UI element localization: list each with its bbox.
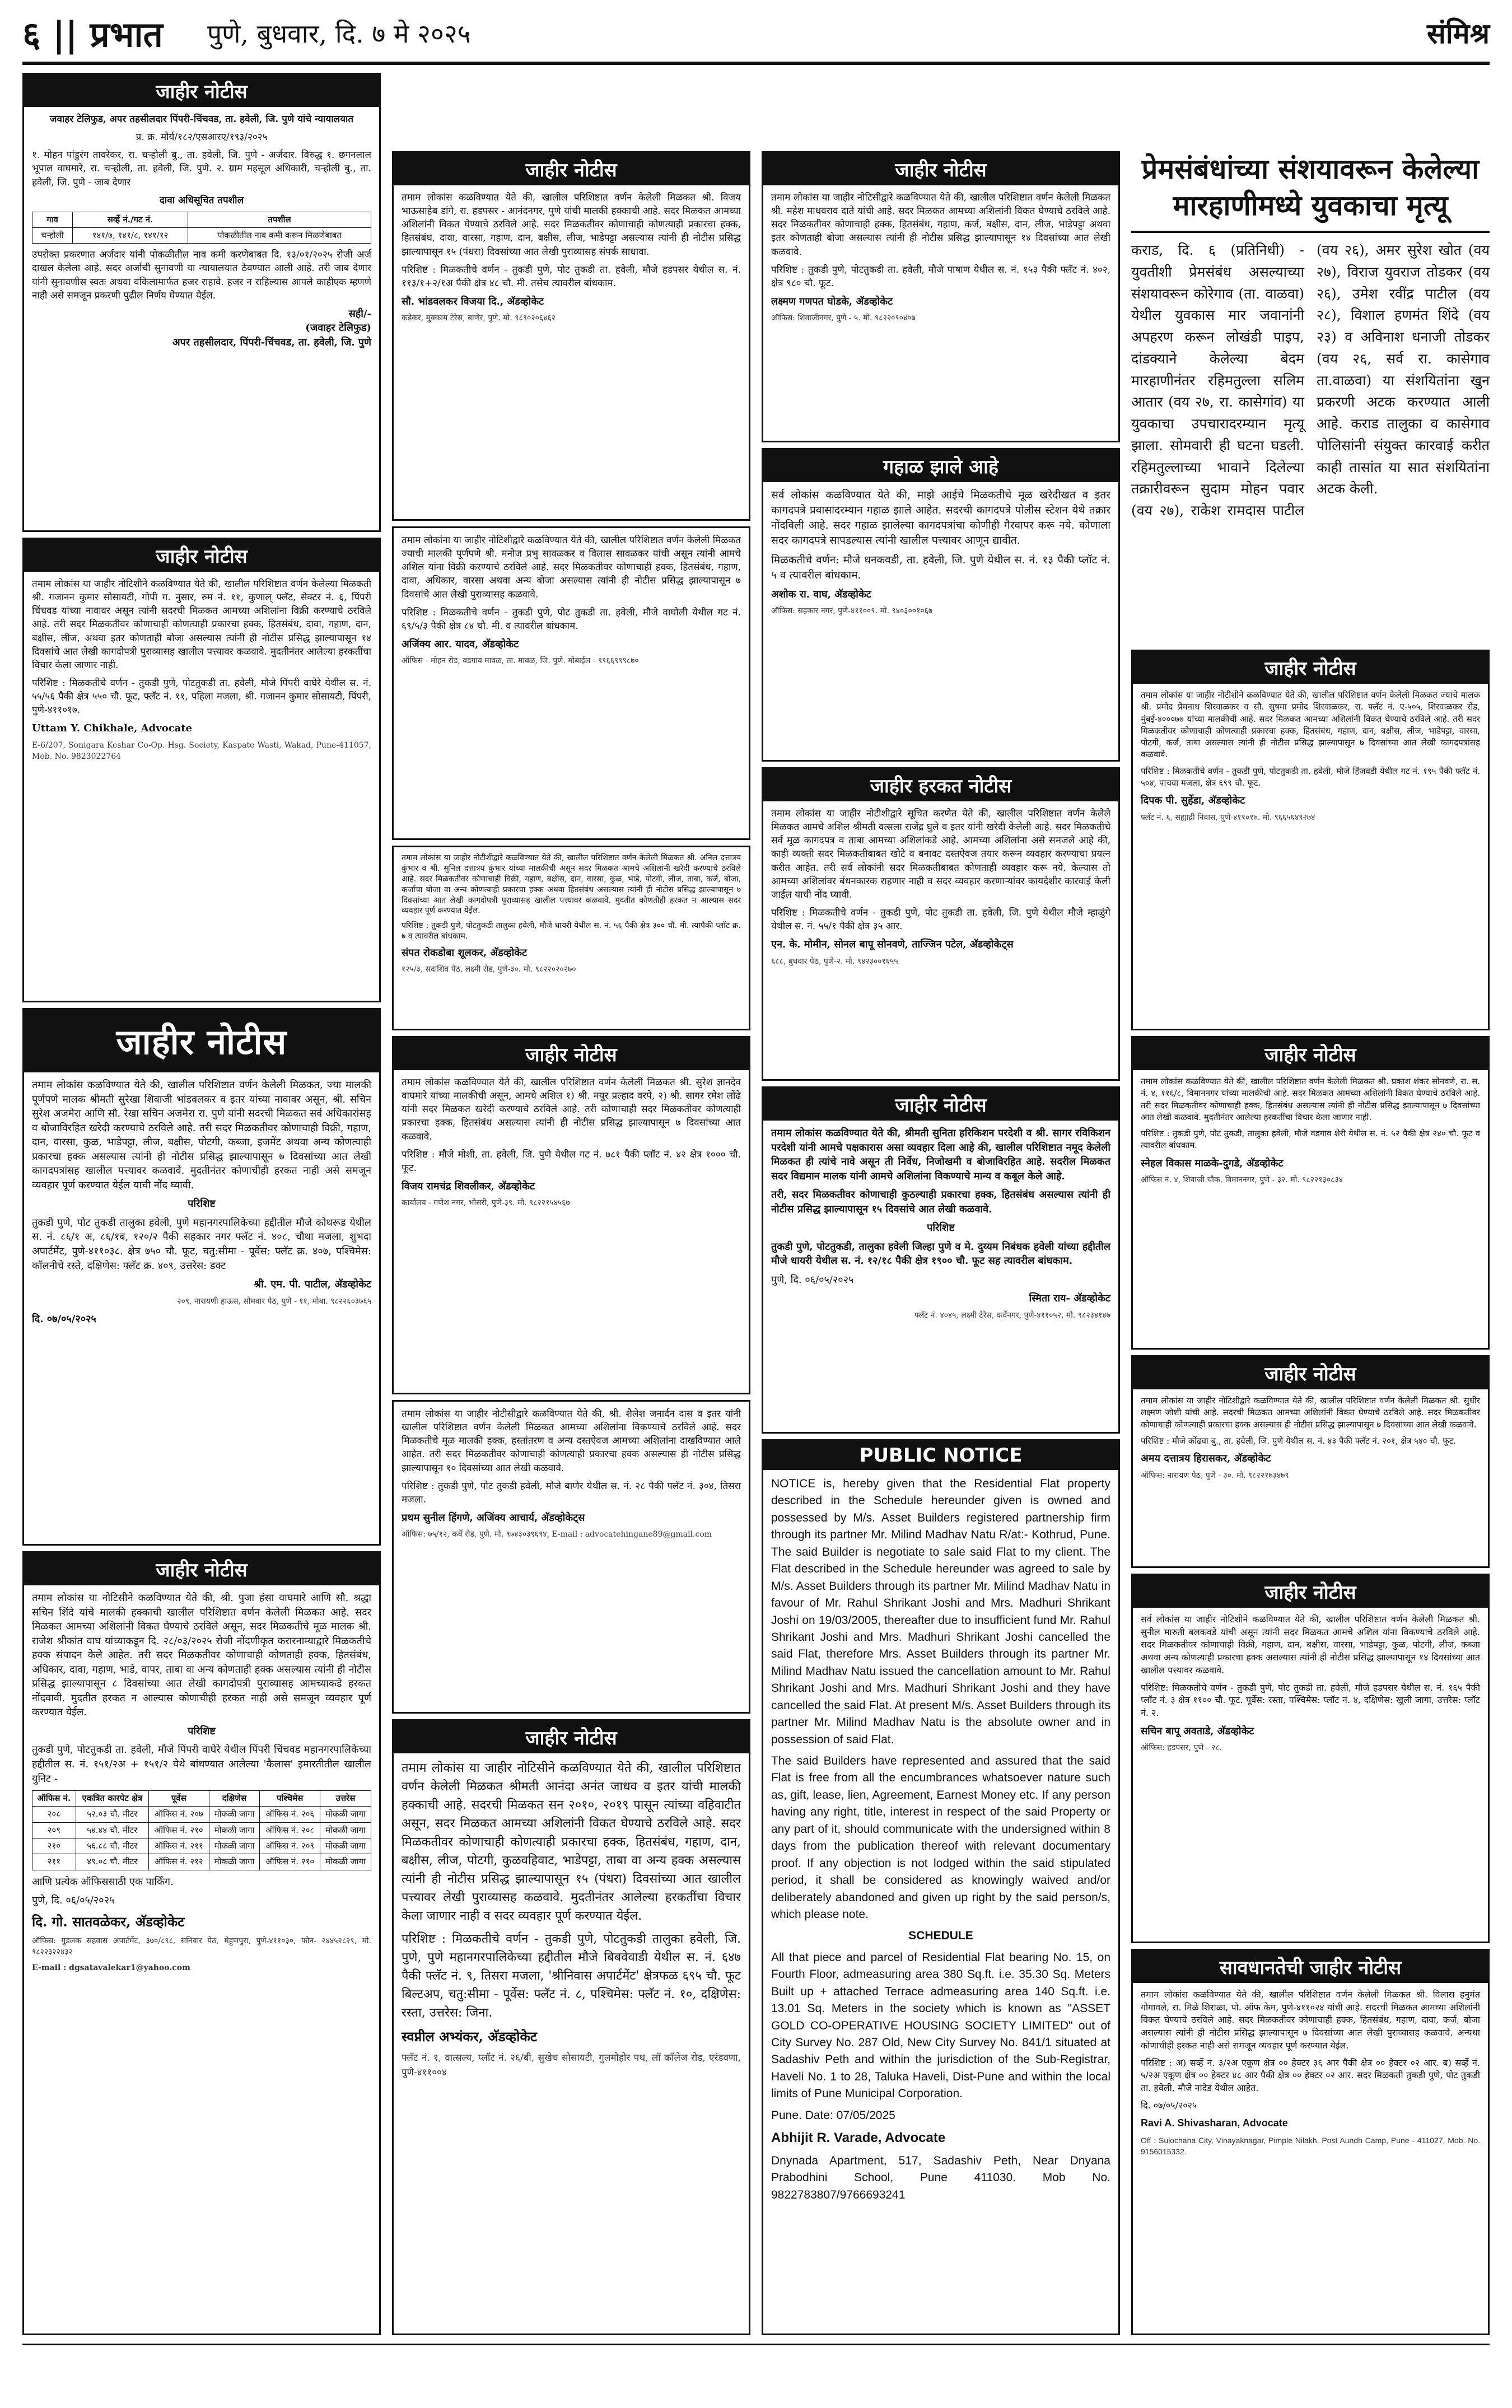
schedule: परिशिष्ट : मिळकतीचे वर्णन - तुकडी पुणे, पोटतुकडी ता. हवेली, मौजे पिंपरी वाघेरे येथील स. नं. ५५/५६ पैकी क्षेत्र ५५० चौ. फूट, फ्लॅट नं. ११, पहिला मजला, श्री. गजानन कुमार सोसायटी, पिंपरी, पुणे-४११०१७. — [32, 677, 371, 716]
notice-yadav — [392, 526, 750, 840]
notice-body: तमाम लोकांस कळविण्यात येते की, खालील परिशिष्टात वर्णन केलेली मिळकत श्री. विलास हनुमंत गोगावले, रा. मिळे शिराळा, पो. ऑफ केम, पुणे-४११०२४ यांची आहे. सदरची मिळकत आमच्या अशिलांनी विकत घेण्याचे ठरविले आहे. सदर मिळकतीवर कोणाचाही हक्क, हितसंबंध, गहाण, दावा, कर्ज, बोजा असल्यास त्यांनी ही नोटीस प्रसिद्ध झाल्यापासून ७ दिवसांच्या आत लेखी पुराव्यासह कळवावे. अन्यथा कोणाचीही हरकत नाही असे समजून व्यवहार पूर्ण करण्यात येईल. — [1141, 1989, 1480, 2051]
notice-body: उपरोक्त प्रकरणात अर्जदार यांनी पोकळीतील नाव कमी करणेबाबत दि. १३/०१/२०२५ रोजी अर्ज दाखल केलेला आहे. सदर अर्जाची सुनावणी या न्यायालयात ठेवण्यात आली आहे. तरी जाब देणार यांनी सुनावणीस स्वतः अथवा वकिलामार्फत हजर राहावे. हजर न राहिल्यास आपले काहीएक म्हणणे नाही असे समजून प्रकरणी पुढील निर्णय घेण्यात येईल. — [32, 249, 371, 301]
advocate-name: Abhijit R. Varade, Advocate — [771, 2130, 946, 2146]
notice-chikhale — [22, 538, 381, 1002]
schedule: परिशिष्ट : मिळकतीचे वर्णन - तुकडी पुणे, पोट तुकडी ता. हवेली, मौजे वाघोली येथील गट नं. ६९/५/३ पैकी क्षेत्र ८४ चौ. मी. व त्यावरील बांधकाम. — [402, 606, 741, 632]
section-title: संमिश्र — [1426, 17, 1490, 50]
footer-rule — [22, 2344, 1490, 2345]
parties: १. मोहन पांडुरंग तावरेकर, रा. चऱ्होली बु., ता. हवेली, जि. पुणे - अर्जदार. विरुद्ध १. छगनलाल भूपाल वाघमारे, रा. चऱ्होली, ता. हवेली, जि. पुणे. २. ग्राम महसूल अधिकारी, चऱ्होली बु., ता. हवेली, जि. पुणे - जाब देणार — [32, 150, 371, 188]
schedule: परिशिष्ट : तुकडी पुणे, पोट तुकडी हवेली, मौजे बाणेर येथील स. नं. २८ पैकी फ्लॅट नं. ३०४, तिसरा मजला. — [402, 1480, 741, 1505]
notice-body: तमाम लोकांस या नोटिसीने कळविण्यात येते की, श्री. पुजा हंसा वाघमारे आणि सौ. श्रद्धा सचिन शिंदे यांचे मालकी हक्काची खालील परिशिष्टात वर्णन केलेली मिळकत आहे. सदर मिळकत आमच्या अशिलांनी विकत घेण्याचे ठरविले असून, सदर मिळकतीचे मूळ मालक श्री. राजेश श्रीकांत वाघ यांच्याकडून दि. २८/०३/२०२५ रोजी नोंदणीकृत करारनाम्याद्वारे मिळकतीचे हक्क संपादन केले आहेत. तरी सदर मिळकतीवर कोणाचाही कोणताही हक्क, हितसंबंध, अधिकार, दावा, गहाण, भाडे, वापर, ताबा वा अन्य कोणताही हक्क असल्यास त्यांनी ही नोटीस प्रसिद्ध झाल्यापासून ८ दिवसांच्या आत लेखी कागदोपत्री पुराव्यासह आमच्याकडे हरकत नोंदवावी. मुदतीत हरकत न आल्यास कोणाचीही हरकत नाही असे समजून व्यवहार पूर्ण करण्यात येईल. — [32, 1592, 371, 1719]
notice-heading: जाहीर नोटीस — [24, 539, 379, 572]
notice-heading: गहाळ झाले आहे — [763, 450, 1118, 482]
advocate-name: दि. गो. सातवळेकर, अ‍ॅडव्होकेट — [32, 1913, 185, 1930]
advocate-name: अमय दत्तात्रय हिरासकर, अ‍ॅडव्होकेट — [1141, 1453, 1271, 1465]
notice-malke — [1131, 1036, 1490, 1350]
notice-body: तमाम लोकांस या जाहीर नोटीसीद्वारे कळविण्यात येते की, श्री. शैलेश जनार्दन दास व इतर यांनी खालील परिशिष्टात वर्णन केलेली मिळकत आमच्या अशिलांना विकण्याचे ठरविले आहे. सदर मिळकतीचे मूळ मालकी हक्क, हस्तांतरण व अन्य दस्तऐवज आमच्या अशिलांना दाखविण्यात आले आहेत. तरी सदर मिळकतीवर कोणाचाही कोणत्याही प्रकारचा हक्क असल्यास ही नोटीस प्रसिद्ध झाल्यापासून १० दिवसांच्या आत लेखी कळवावे. — [402, 1408, 741, 1474]
advocate-name: श्री. एम. पी. पाटील, अ‍ॅडव्होकेट — [254, 1278, 371, 1291]
advocate-address: फ्लॅट नं. १, वात्सल्य, प्लॉट नं. २६/बी, सुखेच सोसायटी, गुलमोहोर पथ, लॉ कॉलेज रोड, एरंडवणा, पुणे-४११००४ — [402, 2052, 741, 2078]
advocate-address: Off : Sulochana City, Vinayaknagar, Pimple Nilakh, Post Aundh Camp, Pune - 411027, Mob. No. 9156015332. — [1141, 2136, 1480, 2156]
notice-heading: जाहीर नोटीस — [763, 1088, 1118, 1121]
signature: सही/- (जवाहर टेलिफुड) अपर तहसीलदार, पिंपरी-चिंचवड, ता. हवेली, जि. पुणे — [172, 307, 371, 348]
notice-heading: जाहीर नोटीस — [763, 153, 1118, 185]
schedule-title: परिशिष्ट — [188, 1725, 216, 1737]
advocate-name: Uttam Y. Chikhale, Advocate — [32, 722, 193, 735]
advocate-address: ऑफिस: ७५/१२, कर्वे रोड, पुणे. मो. ९७४३०३९६९४, E-mail : advocatehingane89@gmail.com — [402, 1530, 712, 1539]
case-number: प्र. क्र. मौर्य/१८२/एसआरए/१९३/२०२५ — [136, 132, 268, 143]
table-tail: आणि प्रत्येक ऑफिससाठी एक पार्किंग. — [32, 1875, 174, 1888]
schedule: परिशिष्ट : अ) सर्व्हे नं. ३/२अ एकूण क्षेत्र ०० हेक्टर ३६ आर पैकी क्षेत्र ०० हेक्टर ०२ आर. ब) सर्व्हे नं. ५/२अ एकूण क्षेत्र ०० हेक्टर ४८ आर पैकी क्षेत्र ०० हेक्टर ०२ आर. सदर मिळकती तुकडी पुणे, पोट तुकडी ता. हवेली, मौजे नांदेड येथील आहेत. — [1141, 2057, 1480, 2094]
news-rule — [1131, 231, 1490, 233]
notice-date: पुणे, दि. ०६/०५/२०२५ — [32, 1894, 115, 1907]
schedule: परिशिष्ट : मिळकतीचे वर्णन - तुकडी पुणे, पोटतुकडी ता. हवेली, मौजे हिंजवडी येथील गट नं. १९५ पैकी फ्लॅट नं. ५०४, पाचवा मजला, क्षेत्र ६९९ चौ. फूट. — [1141, 766, 1480, 788]
masthead-rule — [22, 62, 1490, 65]
notice-heading: सावधानतेची जाहीर नोटीस — [1133, 1950, 1488, 1983]
notice-heading: जाहीर नोटीस — [1133, 1038, 1488, 1070]
advocate-address: २०९, नारायणी हाऊस, सोमवार पेठ, पुणे - ११, मोबा. ९८२२६०३७६५ — [177, 1296, 371, 1306]
notice-body: तमाम लोकांस या जाहीर नोटिसीद्वारे कळविण्यात येते की, खालील परिशिष्टात वर्णन केलेली मिळकत श्री. महेश माधवराव दाते यांची आहे. सदर मिळकत आमच्या अशिलांनी विकत घेण्याचे ठरविले आहे. सदर मिळकतीवर कोणाचाही हक्क, हितसंबंध, गहाण, कर्ज, बक्षीस, दान, लीज, भाडेपट्टा अथवा इतर कोणताही बोजा असल्यास त्यांनी ही नोटीस प्रसिद्ध झाल्यापासून १४ दिवसांच्या आत लेखी कळवावे. — [771, 192, 1110, 258]
notice-date: पुणे, दि. ०६/०५/२०२५ — [771, 1273, 854, 1286]
advocate-address: कडेकर, मुक्काम टेरेस, बाणेर, पुणे. मो. ९८९०२०६४६२ — [402, 314, 556, 323]
schedule: परिशिष्ट : मौजे कोंढवा बु., ता. हवेली, जि. पुणे येथील स. नं. ४३ पैकी फ्लॅट नं. २०१, क्षेत्र ५४० चौ. फूट. — [1141, 1435, 1457, 1446]
advocate-name: एन. के. मोमीन, सोनल बापू सोनवणे, ताज्जिन पटेल, अ‍ॅडव्होकेट्स — [771, 939, 1014, 951]
notice-heading: जाहीर नोटीस — [24, 1553, 379, 1585]
notice-shivasharan — [1131, 1949, 1490, 2335]
notice-body: तमाम लोकांस या जाहीर नोटीशीद्वारे सूचित करणेत येते की, खालील परिशिष्टात वर्णन केलेले मिळकत आमचे अशिल श्रीमती वत्सला राजेंद्र घुले व इतर यांनी खरेदी केलेली आहे. सदर मिळकतीचे सर्व मूळ कागदपत्र व ताबा आमच्या अशिलांकडे आहे. आमच्या अशिलांना असे समजले आहे की, काही व्यक्ती सदर मिळकतीबाबत खोटे व बनावट दस्तऐवज तयार करून व्यवहार करण्याचा प्रयत्न करीत आहेत. तरी सर्व लोकांनी सदर मिळकतीबाबत कोणताही व्यवहार करू नये. केल्यास तो आमच्या अशिलांवर बंधनकारक राहणार नाही व सदर व्यवहार करणाऱ्यांवर कायदेशीर कारवाई केली जाईल याची नोंद घ्यावी. — [771, 808, 1110, 900]
advocate-email: E-mail : dgsatavalekar1@yahoo.com — [32, 1963, 190, 1972]
notice-patil — [22, 1008, 381, 1546]
advocate-address: Dnynada Apartment, 517, Sadashiv Peth, Near Dnyana Prabodhini School, Pune 411030. Mob No. 9822783807/9766693241 — [771, 2154, 1110, 2201]
notice-body: तमाम लोकांस कळविण्यात येते की, खालील परिशिष्टात वर्णन केलेली मिळकत श्री. प्रकाश शंकर सोनवणे, रा. स. नं. ४, ११६/८, विमाननगर यांच्या मालकीची आहे. सदर मिळकत आमच्या अशिलांनी विकत घेण्याचे ठरविले आहे. तरी सदर मिळकतीवर कोणाचाही हक्क, हितसंबंध असल्यास त्यांनी ही नोटीस प्रसिद्ध झाल्यापासून ७ दिवसांच्या आत लेखी कळवावे. मुदतीनंतर आलेल्या हरकतींचा विचार केला जाणार नाही. — [1141, 1076, 1480, 1122]
advocate-name: लक्ष्मण गणपत घोडके, अ‍ॅडव्होकेट — [771, 295, 893, 307]
notice-surheda — [1131, 650, 1490, 1030]
schedule: परिशिष्ट : मिळकतीचे वर्णन - तुकडी पुणे, पोट तुकडी ता. हवेली, जि. पुणे येथील मौजे म्हाळुंगे येथील स. नं. ५५/१ पैकी क्षेत्र ३५ आर. — [771, 907, 1110, 932]
schedule: परिशिष्ट : मिळकतीचे वर्णन - तुकडी पुणे, पोटतुकडी तालुका हवेली, जि. पुणे, पुणे महानगरपालिकेच्या हद्दीतील मौजे बिबवेवाडी येथील स. नं. ६४७ पैकी फ्लॅट नं. ९, तिसरा मजला, 'श्रीनिवास अपार्टमेंट' क्षेत्रफळ ६९५ चौ. फूट बिल्टअप, चतु:सीमा - पूर्वेस: फ्लॅट नं. ८, पश्चिमेस: फ्लॅट नं. १०, दक्षिणेस: रस्ता, उत्तरेस: जिना. — [402, 1932, 741, 2020]
notice-body: तमाम लोकांस या जाहीर नोटीशीद्वारे कळविण्यात येते की, खालील परिशिष्टात वर्णन केलेली मिळकत श्री. अनिल दत्तात्रय कुंभार व श्री. सुनिल दत्तात्रय कुंभार यांच्या मालकीची असून सदर मिळकत आमचे अशिलांनी खरेदी करण्याचे ठरविले आहे. सदर मिळकतीवर कोणाचाही विक्री, गहाण, बक्षीस, दान, वारसा, कुळ, भाडे, पोटगी, लीज, ताबा, कर्ज, बोजा, कर्जाचा बोजा वा अन्य कोणत्याही प्रकारचा हक्क अथवा हितसंबंध असल्यास त्यांनी ही नोटीस प्रसिद्ध झाल्यापासून ७ दिवसांच्या आत लेखी कागदोपत्री पुराव्यासह खालील पत्त्यावर कळवावे. मुदतीत कोणतीही हरकत न आल्यास सदर व्यवहार पूर्ण करण्यात येईल. — [402, 853, 741, 916]
notice-heading: जाहीर नोटीस — [394, 1038, 749, 1070]
notice-awtade — [1131, 1574, 1490, 1943]
notice-body-2: तरी, सदर मिळकतीवर कोणाचाही कुठल्याही प्रकारचा हक्क, हितसंबंध असल्यास त्यांनी ही नोटीस प्रसिद्ध झाल्यापासून १५ दिवसांचे आत लेखी कळवावे. — [771, 1189, 1110, 1215]
schedule-title: परिशिष्ट — [927, 1222, 955, 1234]
advocate-name: स्वप्नील अभ्यंकर, अ‍ॅडव्होकेट — [402, 2028, 537, 2045]
notice-heading: जाहीर नोटीस — [1133, 1575, 1488, 1608]
table-row: २११ ४९.०८ चौ. मीटर ऑफिस नं. २१२ मोकळी जागा ऑफिस नं. २१० मोकळी जागा — [32, 1854, 371, 1870]
notice-table: गाव सर्व्हे नं./गट नं. तपशील चऱ्होली १४१/७, १४१/८, १४१/१२ पोकळीतील नाव कमी करून मिळणेबाबत — [32, 212, 371, 244]
advocate-name: विजय रामचंद्र शिवलीकर, अ‍ॅडव्होकेट — [402, 1180, 535, 1192]
notice-body: तमाम लोकांस या जाहीर नोटिशीने कळविण्यात येते की, खालील परिशिष्टात वर्णन केलेल्या मिळकती श्री. गजानन कुमार सोसायटी, गोपी ग. नुसार, रुम नं. ११, कुणाल् फ्लॅट, सेक्टर नं. ६, पिंपरी चिंचवड यांच्या नावावर असून त्यांनी सदरची मिळकत आमच्या अशिलांना विक्री करण्याचे ठरविले आहे. तरी सदर मिळकतीवर कोणाचाही कोणत्याही प्रकारचा हक्क, हितसंबंध, दावा, गहाण, दान, बक्षीस, लीज, अथवा इतर कोणताही बोजा असल्यास त्यांनी ही नोटीस प्रसिद्ध झाल्यापासून १४ दिवसांचे आत लेखी कागदोपत्री पुराव्यासह खालील पत्त्यावर कळवावे. मुदतीनंतर आलेल्या हरकतींचा विचार केला जाणार नाही. — [32, 578, 371, 671]
court-name: जवाहर टेलिफुड, अपर तहसीलदार पिंपरी-चिंचवड, ता. हवेली, जि. पुणे यांचे न्यायालयात — [49, 114, 354, 125]
table-title: दावा अधिसूचित तपशील — [159, 194, 244, 206]
advocate-address: १२५/३, सदाशिव पेठ, लक्ष्मी रोड, पुणे-३०. मो. ९८२२०२०२७० — [402, 965, 576, 974]
advocate-name: स्नेहल विकास माळके-दुगडे, अ‍ॅडव्होकेट — [1141, 1157, 1284, 1169]
advocate-address: ऑफिस: सहकार नगर, पुणे-४११००९. मो. ९४०३००१०६७ — [771, 606, 933, 616]
advocate-address: ६८८, बुधवार पेठ, पुणे-२. मो. ९४२३००१६५५ — [771, 956, 898, 966]
notice-heading: जाहीर नोटीस — [1133, 651, 1488, 684]
notice-satavalekar — [22, 1551, 381, 2335]
table-row: २०८ ५२.०३ चौ. मीटर ऑफिस नं. २०७ मोकळी जागा ऑफिस नं. २०६ मोकळी जागा — [32, 1807, 371, 1822]
advocate-address: ऑफिस - मोहन रोड, वडगाव मावळ, ता. मावळ, जि. पुणे. मोबाईल - ९९६६९९९८७० — [402, 656, 639, 666]
public-notice — [762, 1439, 1120, 2335]
advocate-name: दिपक पी. सुर्हेडा, अ‍ॅडव्होकेट — [1141, 795, 1245, 807]
news-body: कराड, दि. ६ (प्रतिनिधी) - युवतीशी प्रेमसंबंध असल्याच्या संशयावरून कोरेगाव (ता. वाळवा) येथील युवकास मार जवानांनी अपहरण करून लोखंडी पाइप, दांडक्याने केलेल्या बेदम मारहाणीनंतर रहिमतुल्ला सलिम आतार (वय २७, रा. कासेगांव) या युवकाचा उपचारादरम्यान मृत्यू झाला. सोमवारी ही घटना घडली. रहिमतुल्लाच्या भावाने दिलेल्या तक्रारीवरून सुदाम मोहन पवार (वय २७), राकेश रामदास पाटील (वय २६), अमर सुरेश खोत (वय २७), विराज युवराज तोडकर (वय २६), उमेश रवींद्र पाटील (वय २८), विशाल हणमंत शिंदे (वय २३) व अविनाश धनाजी तोडकर (वय २६, सर्व रा. कासेगाव ता.वाळवा) या संशयितांना खुन प्रकरणी अटक करण्यात आली आहे. कराड तालुका व कासेगाव पोलिसांनी संयुक्त कारवाई करीत काही तासांत या सात संशयितांना अटक केली. — [1131, 242, 1490, 519]
advocate-name: सौ. भांडवलकर विजया दि., अ‍ॅडव्होकेट — [402, 295, 544, 307]
schedule-title: SCHEDULE — [908, 1929, 973, 1943]
notice-body: तमाम लोकांस कळविण्यात येते की, खालील परिशिष्टात वर्णन केलेली मिळकत, ज्या मालकी पूर्णपणे मालक श्रीमती सुरेखा शिवाजी भांडवलकर व इतर यांच्या नावावर असून, श्री. सचिन सुरेश अजमेरा आणि सौ. रेखा सचिन अजमेरा रा. पुणे यांनी सदरची मिळकत सर्व अधिकारांसह व बोजाविरहित खरेदी करण्याचे ठरविले आहे. तरी सदर मिळकतीवर कोणाचाही विक्री, गहाण, दान, वारसा, कुळ, भाडेपट्टा, लीज, बक्षीस, पोटगी, कब्जा, इजमेंट अथवा अन्य कोणत्याही प्रकारचा हक्क असल्यास त्यांनी ही नोटीस प्रसिद्ध झाल्यापासून ७ दिवसांच्या आत लेखी कागदपत्रांसह खालील पत्त्यावर कळवावे. मुदतीनंतर कोणाचीही हरकत नाही असे समजून व्यवहार पूर्ण करण्यात येईल याची नोंद घ्यावी. — [32, 1079, 371, 1191]
notice-body: तमाम लोकांस या जाहीर नोटीशीने कळविण्यात येते की, खालील परिशिष्टात वर्णन केलेली मिळकत ज्याचे मालक श्री. प्रमोद प्रेमनाथ शिरवाळकर व सौ. सुषमा प्रमोद शिरवाळकर, रा. फ्लॅट नं. ए-५०५, शिरवाळकर रोड, मुंबई-४०००७७ यांच्या मालकीची आहे. सदर मिळकत आमच्या अशिलांनी विकत घेण्याचे ठरविले आहे. तरी सदर मिळकतीवर कोणाचाही कोणत्याही प्रकारचा हक्क, हितसंबंध, गहाण, दान, बक्षीस, लीज, भाडेपट्टा, वारसा, पोटगी, कर्ज, ताबा असल्यास त्यांनी ही नोटीस प्रसिद्ध झाल्यापासून ७ दिवसांच्या आत लेखी कागदपत्रांसह कळवावे. — [1141, 690, 1480, 760]
news-headline: प्रेमसंबंधांच्या संशयावरून केलेल्या मारहाणीमध्ये युवकाचा मृत्यू — [1141, 153, 1480, 222]
notice-shivlikar — [392, 1036, 750, 1394]
advocate-address: ऑफिस: गुडलक सहवास अपार्टमेंट, ३७०/८९८, सनिवार पेठ, मेहुणपुरा, पुणे-४११०३०, फोन- २४४५२८२९, मो. ९८२२३२२४३२ — [32, 1936, 371, 1957]
page-number: ६ || प्रभात — [22, 14, 163, 55]
schedule: मिळकतीचे वर्णन: मौजे धनकवडी, ता. हवेली, जि. पुणे येथील स. नं. १३ पैकी प्लॉट नं. ५ व त्यावरील बांधकाम. — [771, 553, 1110, 581]
notice-heading: जाहीर नोटीस — [394, 153, 749, 185]
notice-body: तमाम लोकांस या जाहीर नोटिसीने कळविण्यात येते की, खालील परिशिष्टात वर्णन केलेली मिळकत श्रीमती आनंदा अनंत जाधव व इतर यांची मालकी हक्काची आहे. सदरची मिळकत सन २०१०, २०१९ पासून त्यांच्या वहिवाटीत असून, सदर मिळकत आमच्या अशिलांनी विकत घेण्याचे ठरविले आहे. सदर मिळकतीवर कोणाचाही कोणत्याही प्रकारचा हक्क, हितसंबंध, गहाण, दान, बक्षीस, लीज, पोटगी, कुळवहिवाट, भाडेपट्टा, ताबा वा अन्य हक्क असल्यास त्यांनी ही नोटीस प्रसिद्ध झाल्यापासून १५ (पंधरा) दिवसांच्या आत खालील पत्त्यावर लेखी पुराव्यासह कळवावे. मुदतीनंतर आलेल्या हरकतींचा विचार केला जाणार नाही व सदर व्यवहार पूर्ण करण्यात येईल. — [402, 1761, 741, 1923]
schedule: तुकडी पुणे, पोटतुकडी ता. हवेली, मौजे पिंपरी वाघेरे येथील पिंपरी चिंचवड महानगरपालिकेच्या हद्दीतील स. नं. १५१/२अ + १५१/२ येथे बांधण्यात आलेल्या 'कैलास' इमारतीतील खालील युनिट - — [32, 1744, 371, 1785]
notice-tahsildar — [22, 73, 381, 532]
notice-date: Pune. Date: 07/05/2025 — [771, 2108, 895, 2122]
office-table: ऑफिस नं. एकत्रित कारपेट क्षेत्र पूर्वेस दक्षिणेस पश्चिमेस उत्तरेस २०८ ५२.०३ चौ. मीटर ऑफिस नं. २०७ मोकळी जागा ऑफिस नं. २०६ मोकळी जागा २०९ ५४.४४ चौ. मीटर ऑफिस नं. २१० मोकळी जागा ऑफिस नं. २०८ मोकळी जागा २१० ५६.८८ चौ. मीटर ऑफिस नं. २११ मोकळी जागा ऑफिस नं. २०९ मोकळी जागा २११ ४९.०८ चौ. मीटर ऑफिस नं. २१२ मोकळी जागा ऑफिस नं. २१० मोकळी जागा — [32, 1790, 371, 1870]
notice-heading: PUBLIC NOTICE — [763, 1441, 1118, 1470]
notice-body: NOTICE is, hereby given that the Residential Flat property described in the Schedule hereunder given is owned and possessed by M/s. Asset Builders registered partnership firm through its partner Mr. Milind Madhav Natu R/at:- Kothrud, Pune. The said Builder is negotiate to sale said Flat to my client. The Flat described in the Schedule hereunder was agreed to sale by M/s. Asset Builders through its partner Mr. Milind Madhav Natu in favour of Mr. Rahul Shrikant Joshi and Mrs. Madhuri Shrikant Joshi on 19/03/2005, thereafter due to insufficient fund Mr. Rahul Shrikant Joshi and Mrs. Madhuri Shrikant Joshi cancelled the said Flat, therefore Mrs. Asset Builders through its partner Mr. Milind Madhav Natu issued the cancellation amount to Mr. Rahul Shrikant Joshi and Mrs. Madhuri Shrikant Joshi and they have cancelled the said Flat. At present M/s. Asset Builders through its partner Mr. Milind Madhav Natu is the absolute owner and in possession of said Flat. — [771, 1477, 1110, 1746]
masthead — [22, 10, 1490, 60]
notice-heading: जाहीर नोटीस — [24, 74, 379, 107]
news-story — [1131, 151, 1490, 644]
advocate-name: Ravi A. Shivasharan, Advocate — [1141, 2117, 1288, 2129]
schedule: परिशिष्ट : मिळकतीचे वर्णन - तुकडी पुणे, पोट तुकडी ता. हवेली, मौजे हडपसर येथील स. नं. ११३/१+२/१अ पैकी क्षेत्र ४८ चौ. मी. तसेच त्यावरील बांधकाम. — [402, 264, 741, 289]
advocate-name: सचिन बापू अवताडे, अ‍ॅडव्होकेट — [1141, 1725, 1254, 1737]
notice-body: तमाम लोकांस कळविण्यात येते की, श्रीमती सुनिता हरिकिशन परदेशी व श्री. सागर रविकिशन परदेशी यांनी आमचे पक्षकारास असा व्यवहार दिला आहे की, खालील परिशिष्टात नमूद केलेली मिळकत ही त्यांचे नावे असून ती निर्वेध, निजोखमी व बोजाविरहित आहे. सदरील मिळकत सदर विद्यमान मालक यांनी आमचे अशिलांना विकण्याचे मान्य व कबूल केले आहे. — [771, 1127, 1110, 1182]
notice-hingane — [392, 1400, 750, 1714]
notice-body: सर्व लोकांस कळविण्यात येते की, माझे आईचे मिळकतीचे मूळ खरेदीखत व इतर कागदपत्रे प्रवासादरम्यान गहाळ झाले आहेत. सदरची कागदपत्रे पोलीस स्टेशन येथे तक्रार नोंदविली आहे. सदर गहाळ झालेल्या कागदपत्रांचा कोणीही गैरवापर करू नये. कोणाला सदर कागदपत्रे सापडल्यास त्यांनी खालील पत्त्यावर आणून द्यावीत. — [771, 489, 1110, 547]
notice-body: तमाम लोकांस या जाहीर नोटिशीद्वारे कळविण्यात येते की, खालील परिशिष्टात वर्णन केलेली मिळकत श्री. सुधीर लक्ष्मण जोशी यांची आहे. सदरची मिळकत आमच्या अशिलांनी विकत घेण्याचे ठरविले आहे. सदर मिळकतीवर कोणाचाही कोणत्याही प्रकारचा हक्क असल्यास ही नोटीस प्रसिद्ध झाल्यापासून ७ दिवसांच्या आत लेखी कळवावे. — [1141, 1396, 1480, 1430]
schedule: तुकडी पुणे, पोट तुकडी तालुका हवेली, पुणे महानगरपालिकेच्या हद्दीतील मौजे कोथरूड येथील स. नं. ८६/१ अ, ८६/१ब, १२०/२ पैकी सहकार नगर फ्लॅट नं. ४०८, चौथा मजला, शुभदा अपार्टमेंट, पुणे-४११०३८. क्षेत्र ७५० चौ. फूट, चतु:सीमा - पूर्वेस: फ्लॅट क्र. ४०७, पश्चिमेस: कॉलनीचे रस्ते, दक्षिणेस: फ्लॅट क्र. ४०९, उत्तरेस: डक्ट — [32, 1216, 371, 1272]
dateline: पुणे, बुधवार, दि. ७ मे २०२५ — [207, 18, 471, 49]
schedule: परिशिष्ट : तुकडी पुणे, पोट तुकडी, तालुका हवेली, मौजे वडगाव शेरी येथील स. नं. ५२ पैकी क्षेत्र २४० चौ. फूट व त्यावरील बांधकाम. — [1141, 1128, 1480, 1151]
notice-hiraskar — [1131, 1355, 1490, 1568]
notice-body: तमाम लोकांस कळविण्यात येते की, खालील परिशिष्टात वर्णन केलेली मिळकत श्री. सुरेश ज्ञानदेव वाघमारे यांच्या मालकीची असून, आमचे अशिल १) श्री. मयूर प्रल्हाद वरपे, २) श्री. सागर रमेश लोंढे यांनी सदर मिळकत खरेदी करण्याचे ठरविले आहे. तरी कोणाचाही सदर मिळकतीवर कोणत्याही प्रकारचा हक्क, हितसंबंध असल्यास त्यांनी ही नोटीस प्रसिद्ध झाल्यापासून ७ दिवसांच्या आत कळवावे. — [402, 1077, 741, 1142]
notice-lost — [762, 448, 1120, 762]
advocate-address: ऑफिस: हडपसर, पुणे - २८. — [1141, 1743, 1222, 1753]
advocate-address: E-6/207, Sonigara Keshar Co-Op. Hsg. Society, Kaspate Wasti, Wakad, Pune-411057, Mob. No. 9823022764 — [32, 740, 371, 761]
notice-heading: जाहीर हरकत नोटीस — [763, 769, 1118, 801]
notice-body: सर्व लोकांस या जाहीर नोटिशीने कळविण्यात येते की, खालील परिशिष्टात वर्णन केलेली मिळकत श्री. सुनील मारुती बलकवडे यांची असून त्यांनी सदर मिळकत आमचे अशिल यांना विकण्याचे ठरविले आहे. सदर मिळकतीवर कोणाचाही विक्री, गहाण, दान, बक्षीस, वारसा, भाडेपट्टा, कुळ, पोटगी, लीज, कब्जा अथवा अन्य कोणत्याही प्रकारचा हक्क असल्यास त्यांनी ही नोटीस प्रसिद्ध झाल्यापासून १४ दिवसांच्या आत खालील पत्त्यावर कळवावे. — [1141, 1614, 1480, 1676]
notice-rai — [762, 1086, 1120, 1434]
notice-bhandvalkar — [392, 151, 750, 521]
advocate-address: फ्लॅट नं. ६, सह्याद्री निवास, पुणे-४११०१७. मो. ९६६५६४९२७४ — [1141, 813, 1315, 822]
schedule: तुकडी पुणे, पोटतुकडी, तालुका हवेली जिल्हा पुणे व मे. दुय्यम निबंधक हवेली यांच्या हद्दीतील मौजे धायरी येथील स. नं. १२/१८ पैकी क्षेत्र १९०० चौ. फूट सह त्यावरील बांधकाम. — [771, 1240, 1110, 1267]
notice-heading: जाहीर नोटीस — [1133, 1357, 1488, 1389]
advocate-address: फ्लॅट नं. ४०४५, लक्ष्मी टेरेस, कर्वेनगर, पुणे-४११०५२, मो. ९८२३४१४७ — [914, 1311, 1110, 1320]
advocate-name: संपत रोकडोबा शूलकर, अ‍ॅडव्होकेट — [402, 947, 528, 959]
table-row: २०९ ५४.४४ चौ. मीटर ऑफिस नं. २१० मोकळी जागा ऑफिस नं. २०८ मोकळी जागा — [32, 1822, 371, 1838]
notice-ghodke — [762, 151, 1120, 442]
advocate-address: ऑफिस: नारायण पेठ, पुणे - ३०. मो. ९८२२१७३४७९ — [1141, 1471, 1289, 1480]
notice-shulkar — [392, 846, 750, 1030]
advocate-name: स्मिता राय- अ‍ॅडव्होकेट — [1029, 1292, 1110, 1305]
schedule-title: परिशिष्ट — [188, 1198, 216, 1210]
notice-body-2: The said Builders have represented and assured that the said Flat is free from all the encumbrances whatsoever nature such as, gift, lease, lien, Agreement, Earnest Money etc. If any person having any right, title, interest in respect of the said Property or any part of it, should communicate with the undersigned within 8 days from the publication thereof with relevant documentary proof. If any objection is not lodged within the said stipulated period, it shall be considered as knowingly waived and/or deliberately abandoned and given up right by the said person/s, which please note. — [771, 1754, 1110, 1921]
notice-body: तमाम लोकांस कळविण्यात येते की, खालील परिशिष्टात वर्णन केलेली मिळकत श्री. विजय भाऊसाहेब डांगे, रा. हडपसर - आनंदनगर, पुणे यांची मालकी हक्काची आहे. सदर मिळकत आमच्या अशिलांनी विकत घेण्याचे ठरविले आहे. सदर मिळकतीवर कोणाचाही कोणत्याही प्रकारचा हक्क, हितसंबंध, दावा, वारसा, गहाण, दान, बक्षीस, लीज, भाडेपट्टा असल्यास त्यांनी ही नोटीस प्रसिद्ध झाल्यापासून १५ (पंधरा) दिवसांच्या आत लेखी पुराव्यासह संपर्क साधावा. — [402, 192, 741, 258]
notice-heading: जाहीर नोटीस — [24, 1010, 379, 1072]
schedule: All that piece and parcel of Residential Flat bearing No. 15, on Fourth Floor, admeasuring area 380 Sq.ft. i.e. 35.30 Sq. Meters Built up + attached Terrace admeasuring area 140 Sq.ft. i.e. 13.01 Sq. Meters in the society which is known as "ASSET GOLD CO-OPERATIVE HOUSING SOCIETY LIMITED" out of City Survey No. 287 Old, New City Survey No. 841/1 situated at Sadashiv Peth and within the jurisdiction of the Sub-Registrar, Haveli No. 1 to 28, Taluka Haveli, Dist-Pune and within the local limits of Pune Municipal Corporation. — [771, 1950, 1110, 2101]
advocate-address: ऑफिस नं. ४, शिवाजी चौक, विमाननगर, पुणे - ३२. मो. ९८२२१३०८३४ — [1141, 1175, 1343, 1185]
schedule: परिशिष्ट : मौजे मोशी, ता. हवेली, जि. पुणे येथील गट नं. ७८१ पैकी प्लॉट नं. ४२ क्षेत्र १००० चौ. फूट. — [402, 1149, 741, 1174]
advocate-address: कार्यालय - गणेश नगर, भोसरी, पुणे-३९. मो. ९८२२१५४५६७ — [402, 1198, 570, 1208]
notice-objection — [762, 767, 1120, 1081]
schedule: परिशिष्ट : तुकडी पुणे, पोटतुकडी तालुका हवेली, मौजे धायरी येथील स. नं. ५६ पैकी क्षेत्र ३०० चौ. मी. त्यापैकी प्लॉट क्र. ७ व त्यावरील बांधकाम. — [402, 921, 741, 941]
advocate-name: अजिंक्य आर. यादव, अ‍ॅडव्होकेट — [402, 638, 519, 650]
advocate-name: प्रथम सुनील हिंगणे, अजिंक्य आचार्य, अ‍ॅडव्होकेट्स — [402, 1511, 585, 1524]
notice-abhyankar — [392, 1719, 750, 2335]
table-row: २१० ५६.८८ चौ. मीटर ऑफिस नं. २११ मोकळी जागा ऑफिस नं. २०९ मोकळी जागा — [32, 1838, 371, 1854]
schedule: परिशिष्ट : तुकडी पुणे, पोटतुकडी ता. हवेली, मौजे पाषाण येथील स. नं. १५३ पैकी फ्लॅट नं. ४०२, क्षेत्र ९८० चौ. फूट. — [771, 264, 1110, 289]
notice-date: दि. ०७/०५/२०२५ — [1141, 2099, 1197, 2111]
notice-date: दि. ०७/०५/२०२५ — [32, 1313, 96, 1325]
advocate-address: ऑफिस: शिवाजीनगर, पुणे - ५. मो. ९८२२०९०४०७ — [771, 314, 916, 323]
advocate-name: अशोक रा. वाघ, अ‍ॅडव्होकेट — [771, 588, 871, 600]
notice-body: तमाम लोकांना या जाहीर नोटिशीद्वारे कळविण्यात येते की, खालील परिशिष्टात वर्णन केलेली मिळकत ज्याची मालकी पूर्णपणे श्री. मनोज प्रभु सावळकर व विलास सावळकर यांची असून त्यांनी आमचे अशिल यांना विक्री करण्याचे ठरविले आहे. सदर मिळकतीवर कोणाचाही हक्क, हितसंबंध, गहाण, दावा, अधिकार, वारसा अथवा अन्य बोजा असल्यास त्यांनी ही नोटीस प्रसिद्ध झाल्यापासून ७ दिवसांचे आत लेखी पुराव्यासह कळवावे. — [402, 535, 741, 600]
schedule: परिशिष्ट: मिळकतीचे वर्णन - तुकडी पुणे, पोट तुकडी ता. हवेली, मौजे हडपसर येथील स. नं. १६५ पैकी प्लॉट नं. ३ क्षेत्र ११०० चौ. फूट. पूर्वेस: रस्ता, पश्चिमेस: प्लॉट नं. ४, दक्षिणेस: खुली जागा, उत्तरेस: प्लॉट नं. २. — [1141, 1682, 1480, 1719]
notice-heading: जाहीर नोटीस — [394, 1721, 749, 1753]
